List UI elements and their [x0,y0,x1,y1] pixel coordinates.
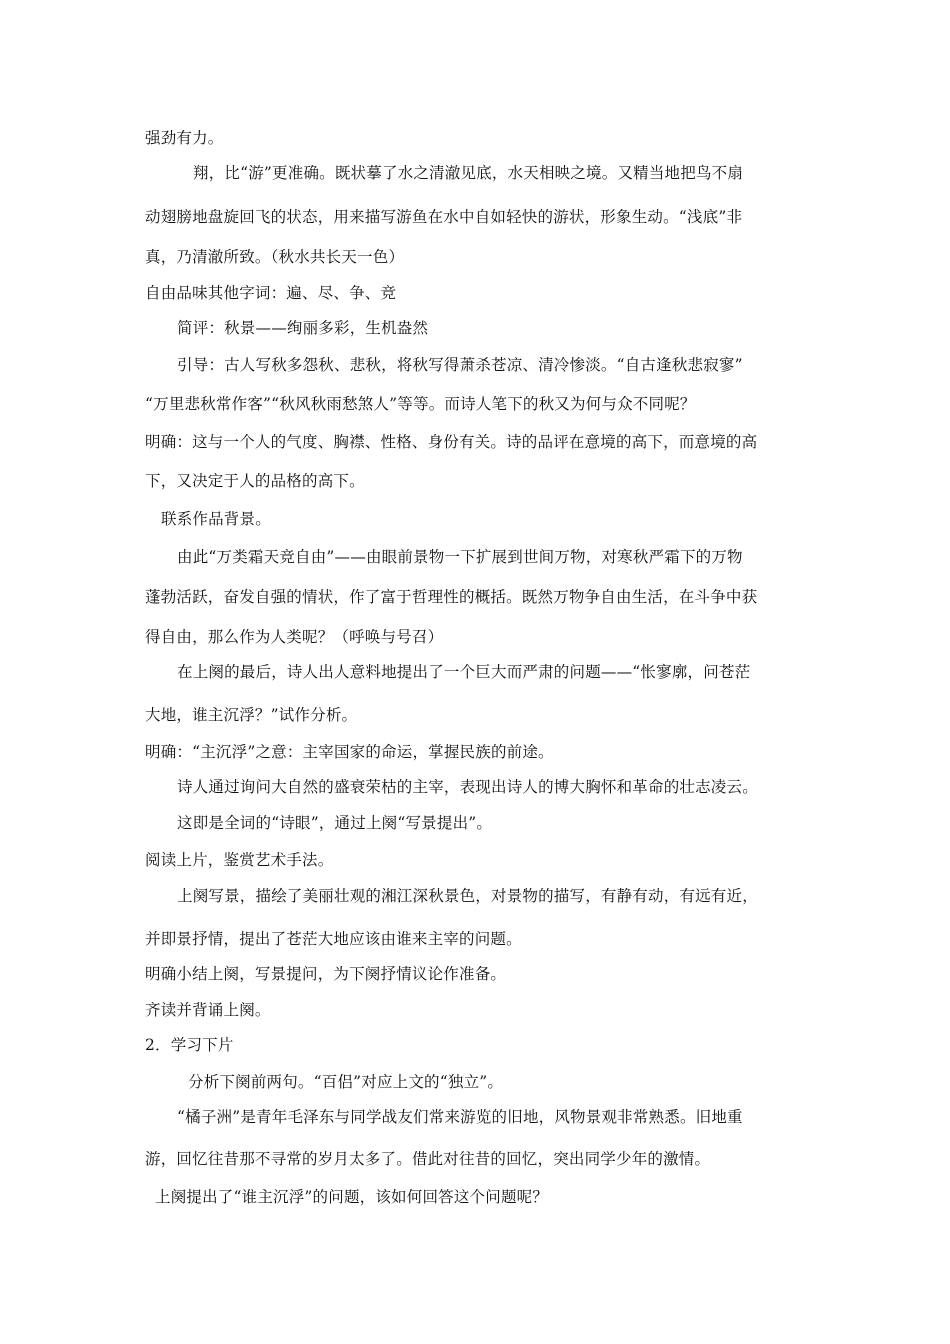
text-line: 诗人通过询问大自然的盛衰荣枯的主宰，表现出诗人的博大胸怀和革命的壮志凌云。 [177,778,758,796]
text-line: 在上阕的最后，诗人出人意料地提出了一个巨大而严肃的问题——“怅寥廓，问苍茫 [177,663,751,681]
text-line: 明确：这与一个人的气度、胸襟、性格、身份有关。诗的品评在意境的高下，而意境的高 [145,433,758,451]
text-line: 上阕提出了“谁主沉浮”的问题，该如何回答这个问题呢？ [155,1188,549,1206]
text-line: 由此“万类霜天竞自由”——由眼前景物一下扩展到世间万物，对寒秋严霜下的万物 [177,548,743,566]
text-line: 真，乃清澈所致。（秋水共长天一色） [145,248,405,266]
text-line: 联系作品背景。 [161,510,271,528]
text-line: 简评：秋景——绚丽多彩，生机盎然 [177,319,429,337]
text-line: 上阕写景，描绘了美丽壮观的湘江深秋景色，对景物的描写，有静有动，有远有近， [177,887,758,905]
text-line: “万里悲秋常作客”“秋风秋雨愁煞人”等等。而诗人笔下的秋又为何与众不同呢？ [145,395,696,413]
text-line: 并即景抒情，提出了苍茫大地应该由谁来主宰的问题。 [145,930,522,948]
text-line: 自由品味其他字词：遍、尽、争、竞 [145,284,397,302]
text-line: 得自由，那么作为人类呢？（呼唤与号召） [145,628,444,646]
text-line: 引导：古人写秋多怨秋、悲秋，将秋写得萧杀苍凉、清冷惨淡。“自古逢秋悲寂寥” [177,356,743,374]
section-heading: 2．学习下片 [145,1036,234,1054]
text-line: 蓬勃活跃，奋发自强的情状，作了富于哲理性的概括。既然万物争自由生活，在斗争中获 [145,588,758,606]
text-line: 游，回忆往昔那不寻常的岁月太多了。借此对往昔的回忆，突出同学少年的激情。 [145,1150,711,1168]
text-line: “橘子洲”是青年毛泽东与同学战友们常来游览的旧地，风物景观非常熟悉。旧地重 [177,1108,743,1126]
text-line: 动翅膀地盘旋回飞的状态，用来描写游鱼在水中自如轻快的游状，形象生动。“浅底”非 [145,208,743,226]
text-line: 翔，比“游”更准确。既状摹了水之清澈见底，水天相映之境。又精当地把鸟不扇 [193,164,744,182]
text-line: 下，又决定于人的品格的高下。 [145,472,365,490]
text-line: 大地，谁主沉浮？”试作分析。 [145,706,358,724]
text-line: 明确小结上阕，写景提问，为下阕抒情议论作准备。 [145,965,507,983]
text-line: 明确：“主沉浮”之意：主宰国家的命运，掌握民族的前途。 [145,743,554,761]
text-line: 强劲有力。 [145,129,224,147]
text-line: 这即是全词的“诗眼”，通过上阕“写景提出”。 [177,814,493,832]
text-line: 分析下阕前两句。“百侣”对应上文的“独立”。 [188,1073,504,1091]
text-line: 齐读并背诵上阕。 [145,1001,271,1019]
text-line: 阅读上片，鉴赏艺术手法。 [145,851,334,869]
